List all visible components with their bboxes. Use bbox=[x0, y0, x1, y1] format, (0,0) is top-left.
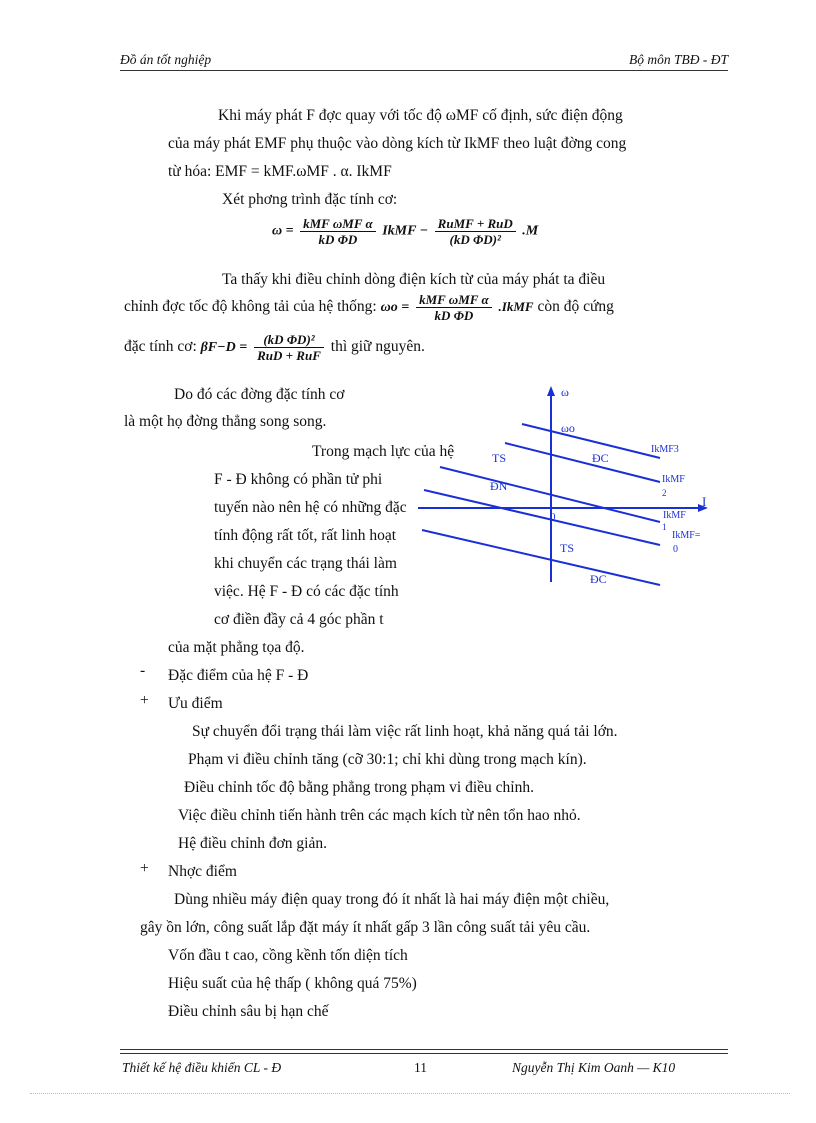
omega0-eq-lhs: ωo = bbox=[380, 300, 410, 316]
para4-line5: tuyến nào nên hệ có những đặc bbox=[214, 499, 407, 516]
char-line-ikmf0 bbox=[424, 490, 660, 545]
adv-item-1: Sự chuyển đổi trạng thái làm việc rất linh hoạt, khả năng quá tải lớn. bbox=[192, 723, 618, 740]
footer-rule-bottom bbox=[120, 1053, 728, 1054]
omega-label: ω bbox=[561, 385, 569, 399]
beta-lhs: βF−D = bbox=[200, 340, 248, 356]
para3-line3-post: thì giữ nguyên. bbox=[330, 338, 425, 356]
omega0-label: ωo bbox=[561, 421, 575, 435]
dis-item-3: Hiệu suất của hệ thấp ( không quá 75%) bbox=[168, 975, 417, 992]
page-bottom-border bbox=[30, 1093, 790, 1094]
eq1-den1: kD ΦD bbox=[318, 232, 358, 247]
beta-num: (kD ΦD)² bbox=[254, 332, 324, 348]
ikmf0-label: IkMF= bbox=[672, 530, 701, 541]
eq1-lhs: ω = bbox=[272, 223, 294, 239]
adv-item-2: Phạm vi điều chỉnh tăng (cỡ 30:1; chỉ khi dùng trong mạch kín). bbox=[188, 751, 587, 768]
adv-item-3: Điều chỉnh tốc độ bằng phẳng trong phạm vi điều chỉnh. bbox=[184, 779, 534, 796]
dc-lower-label: ĐC bbox=[590, 572, 607, 586]
disadvantages-title: Nhợc điểm bbox=[168, 863, 237, 880]
eq1-tail: .M bbox=[522, 223, 539, 239]
disadvantages-plus: + bbox=[140, 860, 149, 877]
eq1-num2: RuMF + RuD bbox=[435, 216, 516, 232]
para4-line10: của mặt phẳng tọa độ. bbox=[168, 639, 305, 656]
ikmf1-label: IkMF bbox=[663, 510, 686, 521]
ikmf1-sub: 1 bbox=[662, 522, 667, 532]
omega-arrow-icon bbox=[547, 386, 555, 396]
ts-upper-label: TS bbox=[492, 451, 507, 465]
origin-label: 0 bbox=[550, 511, 556, 523]
adv-item-5: Hệ điều chỉnh đơn giản. bbox=[178, 835, 327, 852]
para1-line1: Khi máy phát F đợc quay với tốc độ ωMF cố định, sức điện động bbox=[218, 107, 623, 124]
para4-line1: Do đó các đờng đặc tính cơ bbox=[174, 386, 345, 403]
para4-line6: tính động rất tốt, rất linh hoạt bbox=[214, 527, 397, 544]
header-right: Bộ môn TBĐ - ĐT bbox=[628, 52, 728, 67]
beta-den: RuD + RuF bbox=[257, 348, 321, 363]
para2-intro: Xét phơng trình đặc tính cơ: bbox=[222, 191, 398, 208]
omega0-den: kD ΦD bbox=[434, 308, 474, 323]
footer-right: Nguyễn Thị Kim Oanh — K10 bbox=[512, 1060, 676, 1075]
dn-label: ĐN bbox=[490, 479, 508, 493]
dis-item-2: Vốn đầu t cao, cồng kềnh tốn diện tích bbox=[168, 947, 408, 964]
ikmf2-label: IkMF bbox=[662, 474, 685, 485]
eq1-den2: (kD ΦD)² bbox=[449, 232, 501, 247]
para4-line3: Trong mạch lực của hệ bbox=[312, 443, 455, 460]
para3-line2-post: còn độ cứng bbox=[537, 298, 614, 316]
omega0-num: kMF ωMF α bbox=[416, 292, 492, 308]
para1-line2: của máy phát EMF phụ thuộc vào dòng kích từ IkMF theo luật đờng cong bbox=[168, 135, 627, 152]
section-dash: - bbox=[140, 662, 146, 679]
footer-rule-top bbox=[120, 1049, 728, 1050]
para4-line2: là một họ đờng thẳng song song. bbox=[124, 413, 327, 430]
para3-line1: Ta thấy khi điều chỉnh dòng điện kích từ của máy phát ta điều bbox=[222, 271, 606, 288]
page-number: 11 bbox=[414, 1060, 427, 1075]
eq1-mid: IkMF − bbox=[382, 223, 429, 239]
ikmf0-val: 0 bbox=[673, 544, 678, 555]
advantages-title: Ưu điểm bbox=[168, 695, 223, 712]
dis-item-1b: gây ồn lớn, công suất lắp đặt máy ít nhất gấp 3 lần công suất tải yêu cầu. bbox=[140, 919, 591, 936]
dis-item-4: Điều chỉnh sâu bị hạn chế bbox=[168, 1003, 329, 1020]
section-title: Đặc điểm của hệ F - Đ bbox=[168, 667, 309, 684]
ikmf3-label: IkMF3 bbox=[651, 444, 679, 455]
para3-line3-pre: đặc tính cơ: bbox=[124, 338, 197, 356]
para4-line7: khi chuyển các trạng thái làm bbox=[214, 555, 397, 572]
ts-lower-label: TS bbox=[560, 541, 575, 555]
char-line-ikmf2 bbox=[505, 443, 660, 482]
para1-line3: từ hóa: EMF = kMF.ωMF . α. IkMF bbox=[168, 163, 392, 180]
eq1-num1: kMF ωMF α bbox=[300, 216, 376, 232]
header-left: Đồ án tốt nghiệp bbox=[120, 52, 212, 67]
omega0-tail: .IkMF bbox=[498, 299, 534, 315]
para3-line2-pre: chỉnh đợc tốc độ không tải của hệ thống: bbox=[124, 298, 377, 316]
para4-line4: F - Đ không có phần tử phi bbox=[214, 471, 383, 488]
advantages-plus: + bbox=[140, 692, 149, 709]
axis-i-label: I bbox=[702, 494, 707, 509]
adv-item-4: Việc điều chỉnh tiến hành trên các mạch kích từ nên tổn hao nhỏ. bbox=[178, 807, 581, 824]
para4-line8: việc. Hệ F - Đ có các đặc tính bbox=[214, 583, 399, 600]
ikmf2-sub: 2 bbox=[662, 488, 667, 498]
dc-upper-label: ĐC bbox=[592, 451, 609, 465]
dis-item-1a: Dùng nhiều máy điện quay trong đó ít nhất là hai máy điện một chiều, bbox=[174, 891, 610, 908]
para4-line9: cơ điền đầy cả 4 góc phần t bbox=[214, 611, 384, 628]
footer-left: Thiết kế hệ điều khiển CL - Đ bbox=[122, 1060, 282, 1075]
char-line-lower bbox=[422, 530, 660, 585]
